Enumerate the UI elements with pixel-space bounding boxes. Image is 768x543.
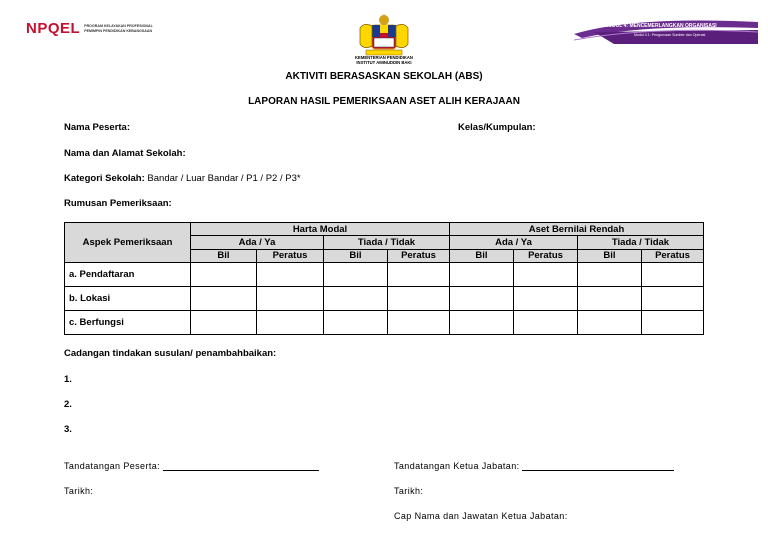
nama-peserta-label: Nama Peserta: xyxy=(64,122,131,133)
cadangan-item-2: 2. xyxy=(64,399,72,410)
table-cell[interactable] xyxy=(578,263,642,287)
npqel-subtitle xyxy=(84,24,153,33)
cadangan-item-1: 1. xyxy=(64,374,72,385)
table-cell[interactable] xyxy=(642,287,704,311)
tiada-tidak-header-2: Tiada / Tidak xyxy=(578,236,704,249)
peratus-header: Peratus xyxy=(642,249,704,262)
tiada-tidak-header-1: Tiada / Tidak xyxy=(324,236,450,249)
rumusan-label: Rumusan Pemeriksaan: xyxy=(64,198,172,209)
table-cell[interactable] xyxy=(514,263,578,287)
kategori-value: Bandar / Luar Bandar / P1 / P2 / P3* xyxy=(144,173,301,184)
table-row xyxy=(65,287,704,311)
table-cell[interactable] xyxy=(388,311,450,335)
table-cell[interactable] xyxy=(450,263,514,287)
table-cell[interactable] xyxy=(514,287,578,311)
tarikh-ketua-label: Tarikh: xyxy=(394,486,424,496)
tandatangan-peserta-label: Tandatangan Peserta: xyxy=(64,461,163,471)
cap-nama-jawatan-label: Cap Nama dan Jawatan Ketua Jabatan: xyxy=(394,511,568,521)
tandatangan-ketua xyxy=(394,460,674,471)
table-cell[interactable] xyxy=(450,287,514,311)
table-cell[interactable] xyxy=(578,311,642,335)
table-cell[interactable] xyxy=(642,263,704,287)
npqel-sub-line2: PEMIMPIN PENDIDIKAN KEBANGSAAN xyxy=(84,28,153,33)
modul-title: MODUL 4: MENCEMERLANGKAN ORGANISASI xyxy=(604,23,717,29)
table-cell[interactable] xyxy=(642,311,704,335)
ada-ya-header-1: Ada / Ya xyxy=(191,236,324,249)
peratus-header: Peratus xyxy=(514,249,578,262)
inspection-table xyxy=(64,222,704,335)
table-row xyxy=(65,311,704,335)
table-cell[interactable] xyxy=(514,311,578,335)
table-cell[interactable] xyxy=(578,287,642,311)
table-cell[interactable] xyxy=(324,311,388,335)
bil-header: Bil xyxy=(578,249,642,262)
tandatangan-peserta xyxy=(64,460,319,471)
tarikh-peserta-label: Tarikh: xyxy=(64,486,94,496)
table-header-row-1 xyxy=(65,223,704,236)
ketua-signature-line[interactable] xyxy=(522,460,674,471)
table-cell[interactable] xyxy=(257,311,324,335)
table-cell[interactable] xyxy=(191,263,257,287)
peratus-header: Peratus xyxy=(388,249,450,262)
kategori-label: Kategori Sekolah: xyxy=(64,173,145,184)
row-label-berfungsi: c. Berfungsi xyxy=(65,311,191,335)
ministry-line1: KEMENTERIAN PENDIDIKAN xyxy=(355,55,413,60)
activity-title: AKTIVITI BERASASKAN SEKOLAH (ABS) xyxy=(285,71,483,82)
peratus-header: Peratus xyxy=(257,249,324,262)
row-label-lokasi: b. Lokasi xyxy=(65,287,191,311)
table-cell[interactable] xyxy=(257,287,324,311)
ministry-label xyxy=(330,55,438,65)
row-label-pendaftaran: a. Pendaftaran xyxy=(65,263,191,287)
report-title: LAPORAN HASIL PEMERIKSAAN ASET ALIH KERAJAAN xyxy=(248,96,520,107)
cadangan-item-3: 3. xyxy=(64,424,72,435)
table-cell[interactable] xyxy=(191,311,257,335)
coat-of-arms-icon xyxy=(352,12,416,60)
bil-header: Bil xyxy=(191,249,257,262)
npqel-word: NPQEL xyxy=(26,20,81,37)
kelas-kumpulan-label: Kelas/Kumpulan: xyxy=(458,122,536,133)
tandatangan-ketua-label: Tandatangan Ketua Jabatan: xyxy=(394,461,523,471)
ada-ya-header-2: Ada / Ya xyxy=(450,236,578,249)
harta-modal-header: Harta Modal xyxy=(191,223,450,236)
table-cell[interactable] xyxy=(324,263,388,287)
npqel-logo xyxy=(26,20,153,37)
table-row xyxy=(65,263,704,287)
table-cell[interactable] xyxy=(388,287,450,311)
modul-banner xyxy=(574,20,758,46)
bil-header: Bil xyxy=(450,249,514,262)
modul-subtitle: Modul 4.1: Pengurusan Sumber dan Operasi xyxy=(634,33,706,37)
bil-header: Bil xyxy=(324,249,388,262)
table-cell[interactable] xyxy=(324,287,388,311)
table-cell[interactable] xyxy=(257,263,324,287)
table-cell[interactable] xyxy=(191,287,257,311)
nama-alamat-label: Nama dan Alamat Sekolah: xyxy=(64,148,186,159)
aspek-header: Aspek Pemeriksaan xyxy=(65,223,191,263)
peserta-signature-line[interactable] xyxy=(163,460,319,471)
table-cell[interactable] xyxy=(450,311,514,335)
cadangan-label: Cadangan tindakan susulan/ penambahbaikan: xyxy=(64,348,277,359)
kategori-sekolah xyxy=(64,173,301,184)
ministry-line2: INSTITUT AMINUDDIN BAKI xyxy=(356,60,412,65)
aset-bernilai-rendah-header: Aset Bernilai Rendah xyxy=(450,223,704,236)
table-cell[interactable] xyxy=(388,263,450,287)
npqel-sub-line1: PROGRAM KELAYAKAN PROFESIONAL xyxy=(84,24,153,29)
